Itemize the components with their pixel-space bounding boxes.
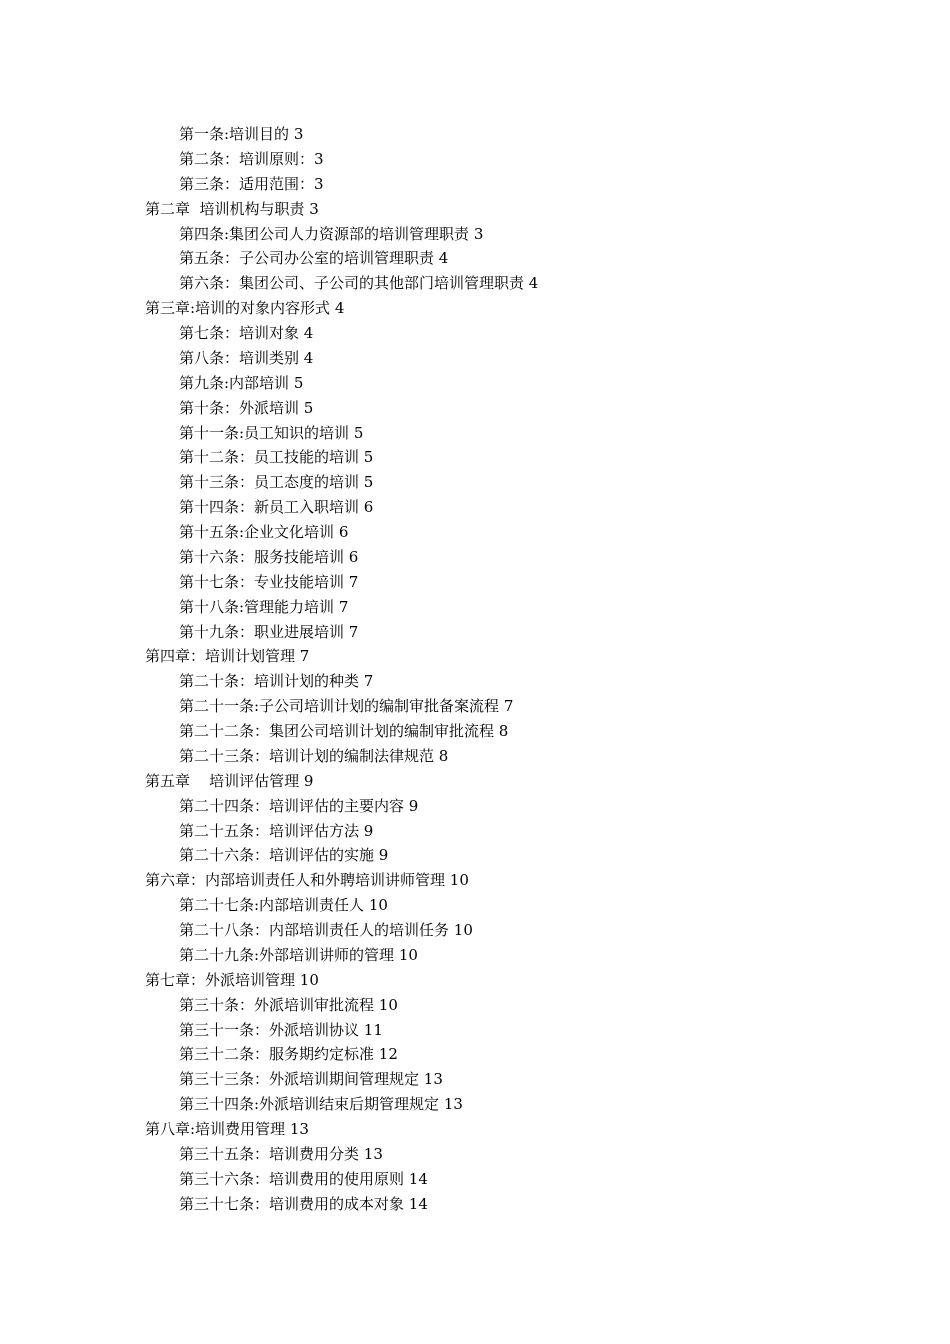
toc-article-entry: 第三十五条：培训费用分类 13: [179, 1144, 383, 1163]
toc-article-entry: 第四条:集团公司人力资源部的培训管理职责 3: [179, 224, 484, 243]
toc-article-entry: 第二十二条：集团公司培训计划的编制审批流程 8: [179, 722, 509, 740]
toc-article-entry: 第十二条：员工技能的培训 5: [179, 448, 374, 467]
toc-chapter-entry: 第七章：外派培训管理 10: [145, 970, 319, 989]
toc-article-entry: 第三十七条：培训费用的成本对象 14: [179, 1194, 428, 1213]
toc-article-entry: 第三十二条：服务期约定标准 12: [179, 1045, 398, 1064]
toc-article-entry: 第六条：集团公司、子公司的其他部门培训管理职责 4: [179, 274, 539, 293]
toc-article-entry: 第二十七条:内部培训责任人 10: [179, 896, 388, 915]
toc-chapter-entry: 第二章 培训机构与职责 3: [145, 199, 319, 218]
table-of-contents: [0, 122, 950, 1217]
toc-article-entry: 第三十六条：培训费用的使用原则 14: [179, 1169, 428, 1188]
toc-article-entry: 第二十五条：培训评估方法 9: [179, 821, 374, 840]
toc-chapter-entry: 第八章:培训费用管理 13: [145, 1120, 309, 1138]
toc-article-entry: 第十六条：服务技能培训 6: [179, 547, 359, 566]
toc-article-entry: 第七条：培训对象 4: [179, 324, 314, 342]
toc-article-entry: 第二十六条：培训评估的实施 9: [179, 846, 389, 865]
toc-article-entry: 第十九条：职业进展培训 7: [179, 622, 359, 641]
toc-article-entry: 第二十条：培训计划的种类 7: [179, 672, 374, 691]
toc-article-entry: 第二十八条：内部培训责任人的培训任务 10: [179, 921, 473, 939]
toc-article-entry: 第十五条:企业文化培训 6: [179, 523, 349, 541]
toc-article-entry: 第三十条：外派培训审批流程 10: [179, 995, 398, 1014]
toc-article-entry: 第十八条:管理能力培训 7: [179, 597, 349, 616]
toc-article-entry: 第五条：子公司办公室的培训管理职责 4: [179, 249, 449, 268]
toc-chapter-entry: 第三章:培训的对象内容形式 4: [145, 299, 345, 318]
toc-article-entry: 第十一条:员工知识的培训 5: [179, 423, 364, 442]
toc-article-entry: 第十条：外派培训 5: [179, 398, 314, 417]
toc-article-entry: 第九条:内部培训 5: [179, 373, 304, 392]
toc-article-entry: 第二十四条：培训评估的主要内容 9: [179, 796, 419, 815]
toc-article-entry: 第十四条：新员工入职培训 6: [179, 498, 374, 517]
toc-article-entry: 第三条：适用范围：3: [179, 174, 324, 193]
toc-article-entry: 第三十四条:外派培训结束后期管理规定 13: [179, 1095, 463, 1114]
toc-article-entry: 第三十一条：外派培训协议 11: [179, 1020, 383, 1039]
toc-article-entry: 第二十一条:子公司培训计划的编制审批备案流程 7: [179, 697, 514, 716]
toc-article-entry: 第十七条：专业技能培训 7: [179, 572, 359, 591]
toc-article-entry: 第三十三条：外派培训期间管理规定 13: [179, 1070, 443, 1089]
toc-article-entry: 第八条：培训类别 4: [179, 348, 314, 367]
toc-article-entry: 第二条：培训原则：3: [179, 149, 324, 168]
toc-article-entry: 第一条:培训目的 3: [179, 125, 304, 143]
toc-chapter-entry: 第四章：培训计划管理 7: [145, 647, 310, 666]
toc-chapter-entry: 第五章 培训评估管理 9: [145, 771, 314, 790]
toc-chapter-entry: 第六章：内部培训责任人和外聘培训讲师管理 10: [145, 871, 469, 890]
toc-article-entry: 第二十三条：培训计划的编制法律规范 8: [179, 746, 449, 765]
toc-article-entry: 第二十九条:外部培训讲师的管理 10: [179, 945, 418, 964]
toc-article-entry: 第十三条：员工态度的培训 5: [179, 473, 374, 492]
